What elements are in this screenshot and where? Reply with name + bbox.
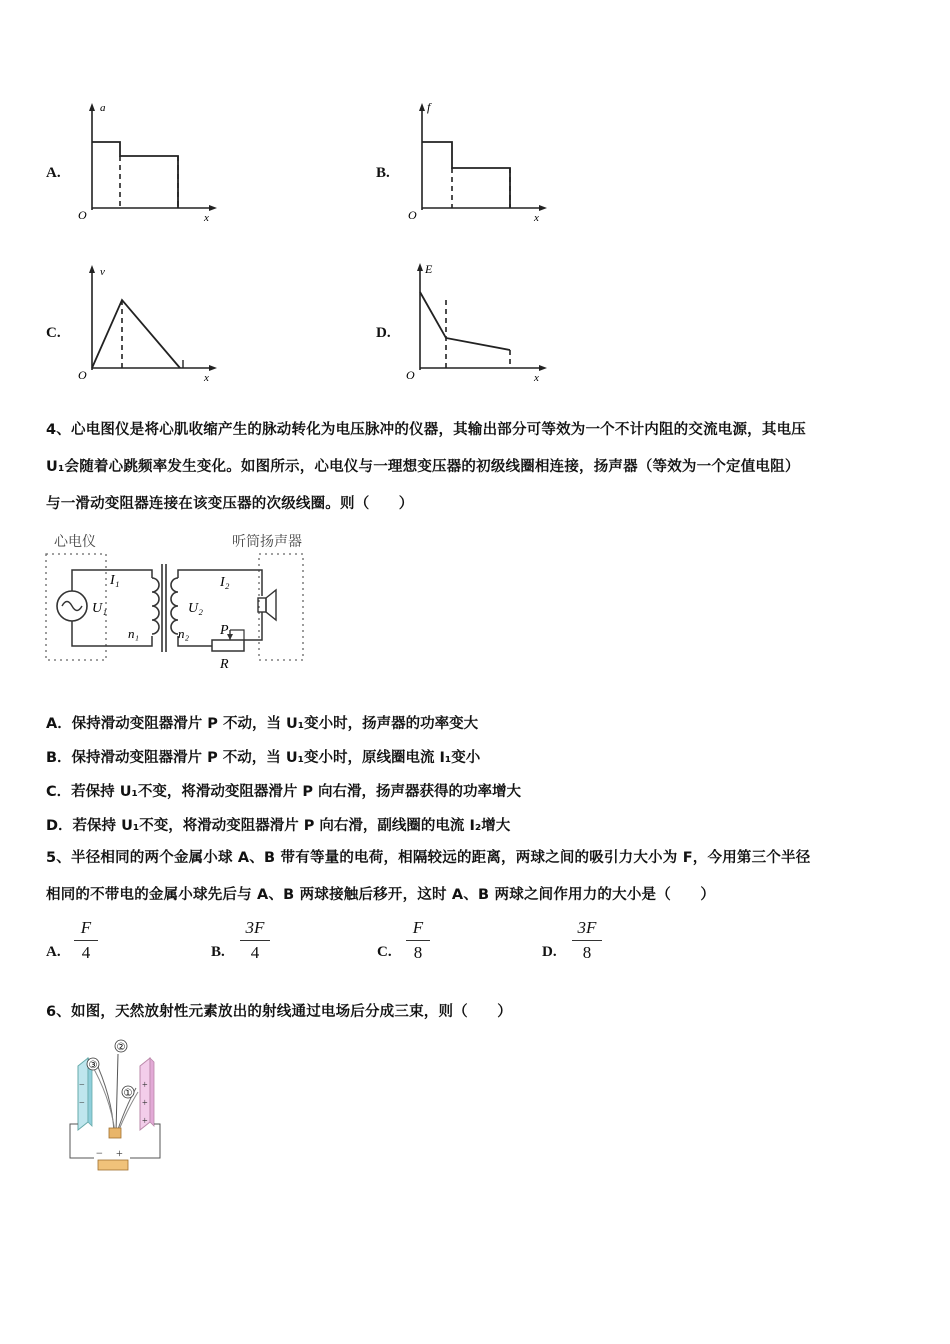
q4-option-a: A．保持滑动变阻器滑片 P 不动，当 U₁变小时，扬声器的功率变大 [46,716,479,732]
ecg-label: 心电仪 [54,535,96,550]
label-i2: I₂ [220,575,230,590]
graph-c [70,255,230,385]
graph-c-x-label: x [204,372,209,384]
battery-plus: + [116,1146,123,1160]
q5-choice-c-label: C. [377,944,392,960]
graph-b [400,95,560,225]
q5-choice-c-fraction [406,918,430,963]
svg-text:+: + [142,1080,148,1091]
q5-choice-b-num: 3F [245,918,265,937]
q5-stem [46,840,916,914]
graph-c-y-label: v [100,266,105,278]
q5-choice-a-num: F [80,918,92,937]
q4-stem [46,412,916,523]
q5-choice-b-den: 4 [250,943,260,962]
beam-2-label: ② [116,1042,126,1053]
graph-b-x-label: x [534,212,539,224]
label-n1: n₁ [128,626,140,641]
speaker-label: 听筒扬声器 [232,535,302,550]
graph-a-x-label: x [204,212,209,224]
label-p: P [220,623,229,638]
label-u1: U₁ [92,601,107,616]
svg-text:+: + [142,1098,148,1109]
battery-minus: − [96,1146,103,1160]
label-r: R [220,657,229,672]
q5-choice-a-fraction [74,918,98,963]
q6-line-1: 6、如图，天然放射性元素放出的射线通过电场后分成三束，则（ ） [46,1004,512,1020]
q4-option-b: B．保持滑动变阻器滑片 P 不动，当 U₁变小时，原线圈电流 I₁变小 [46,750,481,766]
label-i1: I₁ [110,573,120,588]
q5-choice-c-num: F [412,918,424,937]
transformer-circuit-diagram [44,528,324,676]
q4-line-1: 4、心电图仪是将心肌收缩产生的脉动转化为电压脉冲的仪器，其输出部分可等效为一个不计内阻的交流电源，其电压 [46,422,806,438]
q4-option-d: D．若保持 U₁不变，将滑动变阻器滑片 P 向右滑，副线圈的电流 I₂增大 [46,818,511,834]
graph-a-origin: O [78,208,87,222]
beam-1-label: ① [123,1088,133,1099]
graph-d-y-label: E [425,262,433,276]
q4-line-2: U₁会随着心跳频率发生变化。如图所示，心电仪与一理想变压器的初级线圈相连接，扬声器（等效为一个定值电阻） [46,459,800,475]
q5-line-2: 相同的不带电的金属小球先后与 A、B 两球接触后移开，这时 A、B 两球之间作用力的大小是（ ） [46,887,716,903]
graph-c-origin: O [78,368,87,382]
graph-d [400,255,560,385]
graph-a [70,95,230,225]
rheostat-icon [212,640,244,651]
q5-choice-a-label: A. [46,944,61,960]
svg-text:+: + [142,1116,148,1127]
q5-choice-a-den: 4 [81,943,91,962]
q5-line-1: 5、半径相同的两个金属小球 A、B 带有等量的电荷，相隔较远的距离，两球之间的吸引力大小为 F，今用第三个半径 [46,850,811,866]
label-n2: n₂ [178,626,190,641]
q5-choice-b-label: B. [211,944,225,960]
q5-choice-c-den: 8 [413,943,423,962]
graph-d-x-label: x [534,372,539,384]
graph-b-y-label: f [427,100,431,114]
q5-choice-d-num: 3F [577,918,597,937]
battery-icon [98,1160,128,1170]
q4-option-c: C．若保持 U₁不变，将滑动变阻器滑片 P 向右滑，扬声器获得的功率增大 [46,784,522,800]
label-u2: U₂ [188,601,203,616]
option-d-label: D. [376,325,391,341]
option-a-label: A. [46,165,61,181]
q6-stem [46,994,916,1031]
q5-choice-d-den: 8 [582,943,592,962]
svg-text:−: − [79,1080,85,1091]
option-c-label: C. [46,325,61,341]
radioactive-source-icon [109,1128,121,1138]
radiation-field-diagram [64,1036,174,1176]
q5-choice-d-fraction [572,918,602,963]
option-b-label: B. [376,165,390,181]
graph-a-y-label: a [100,102,106,114]
q5-choice-b-fraction [240,918,270,963]
q5-choice-d-label: D. [542,944,557,960]
svg-text:−: − [79,1098,85,1109]
beam-3-label: ③ [88,1060,98,1071]
graph-b-origin: O [408,208,417,222]
graph-d-origin: O [406,368,415,382]
q4-line-3: 与一滑动变阻器连接在该变压器的次级线圈。则（ ） [46,496,414,512]
